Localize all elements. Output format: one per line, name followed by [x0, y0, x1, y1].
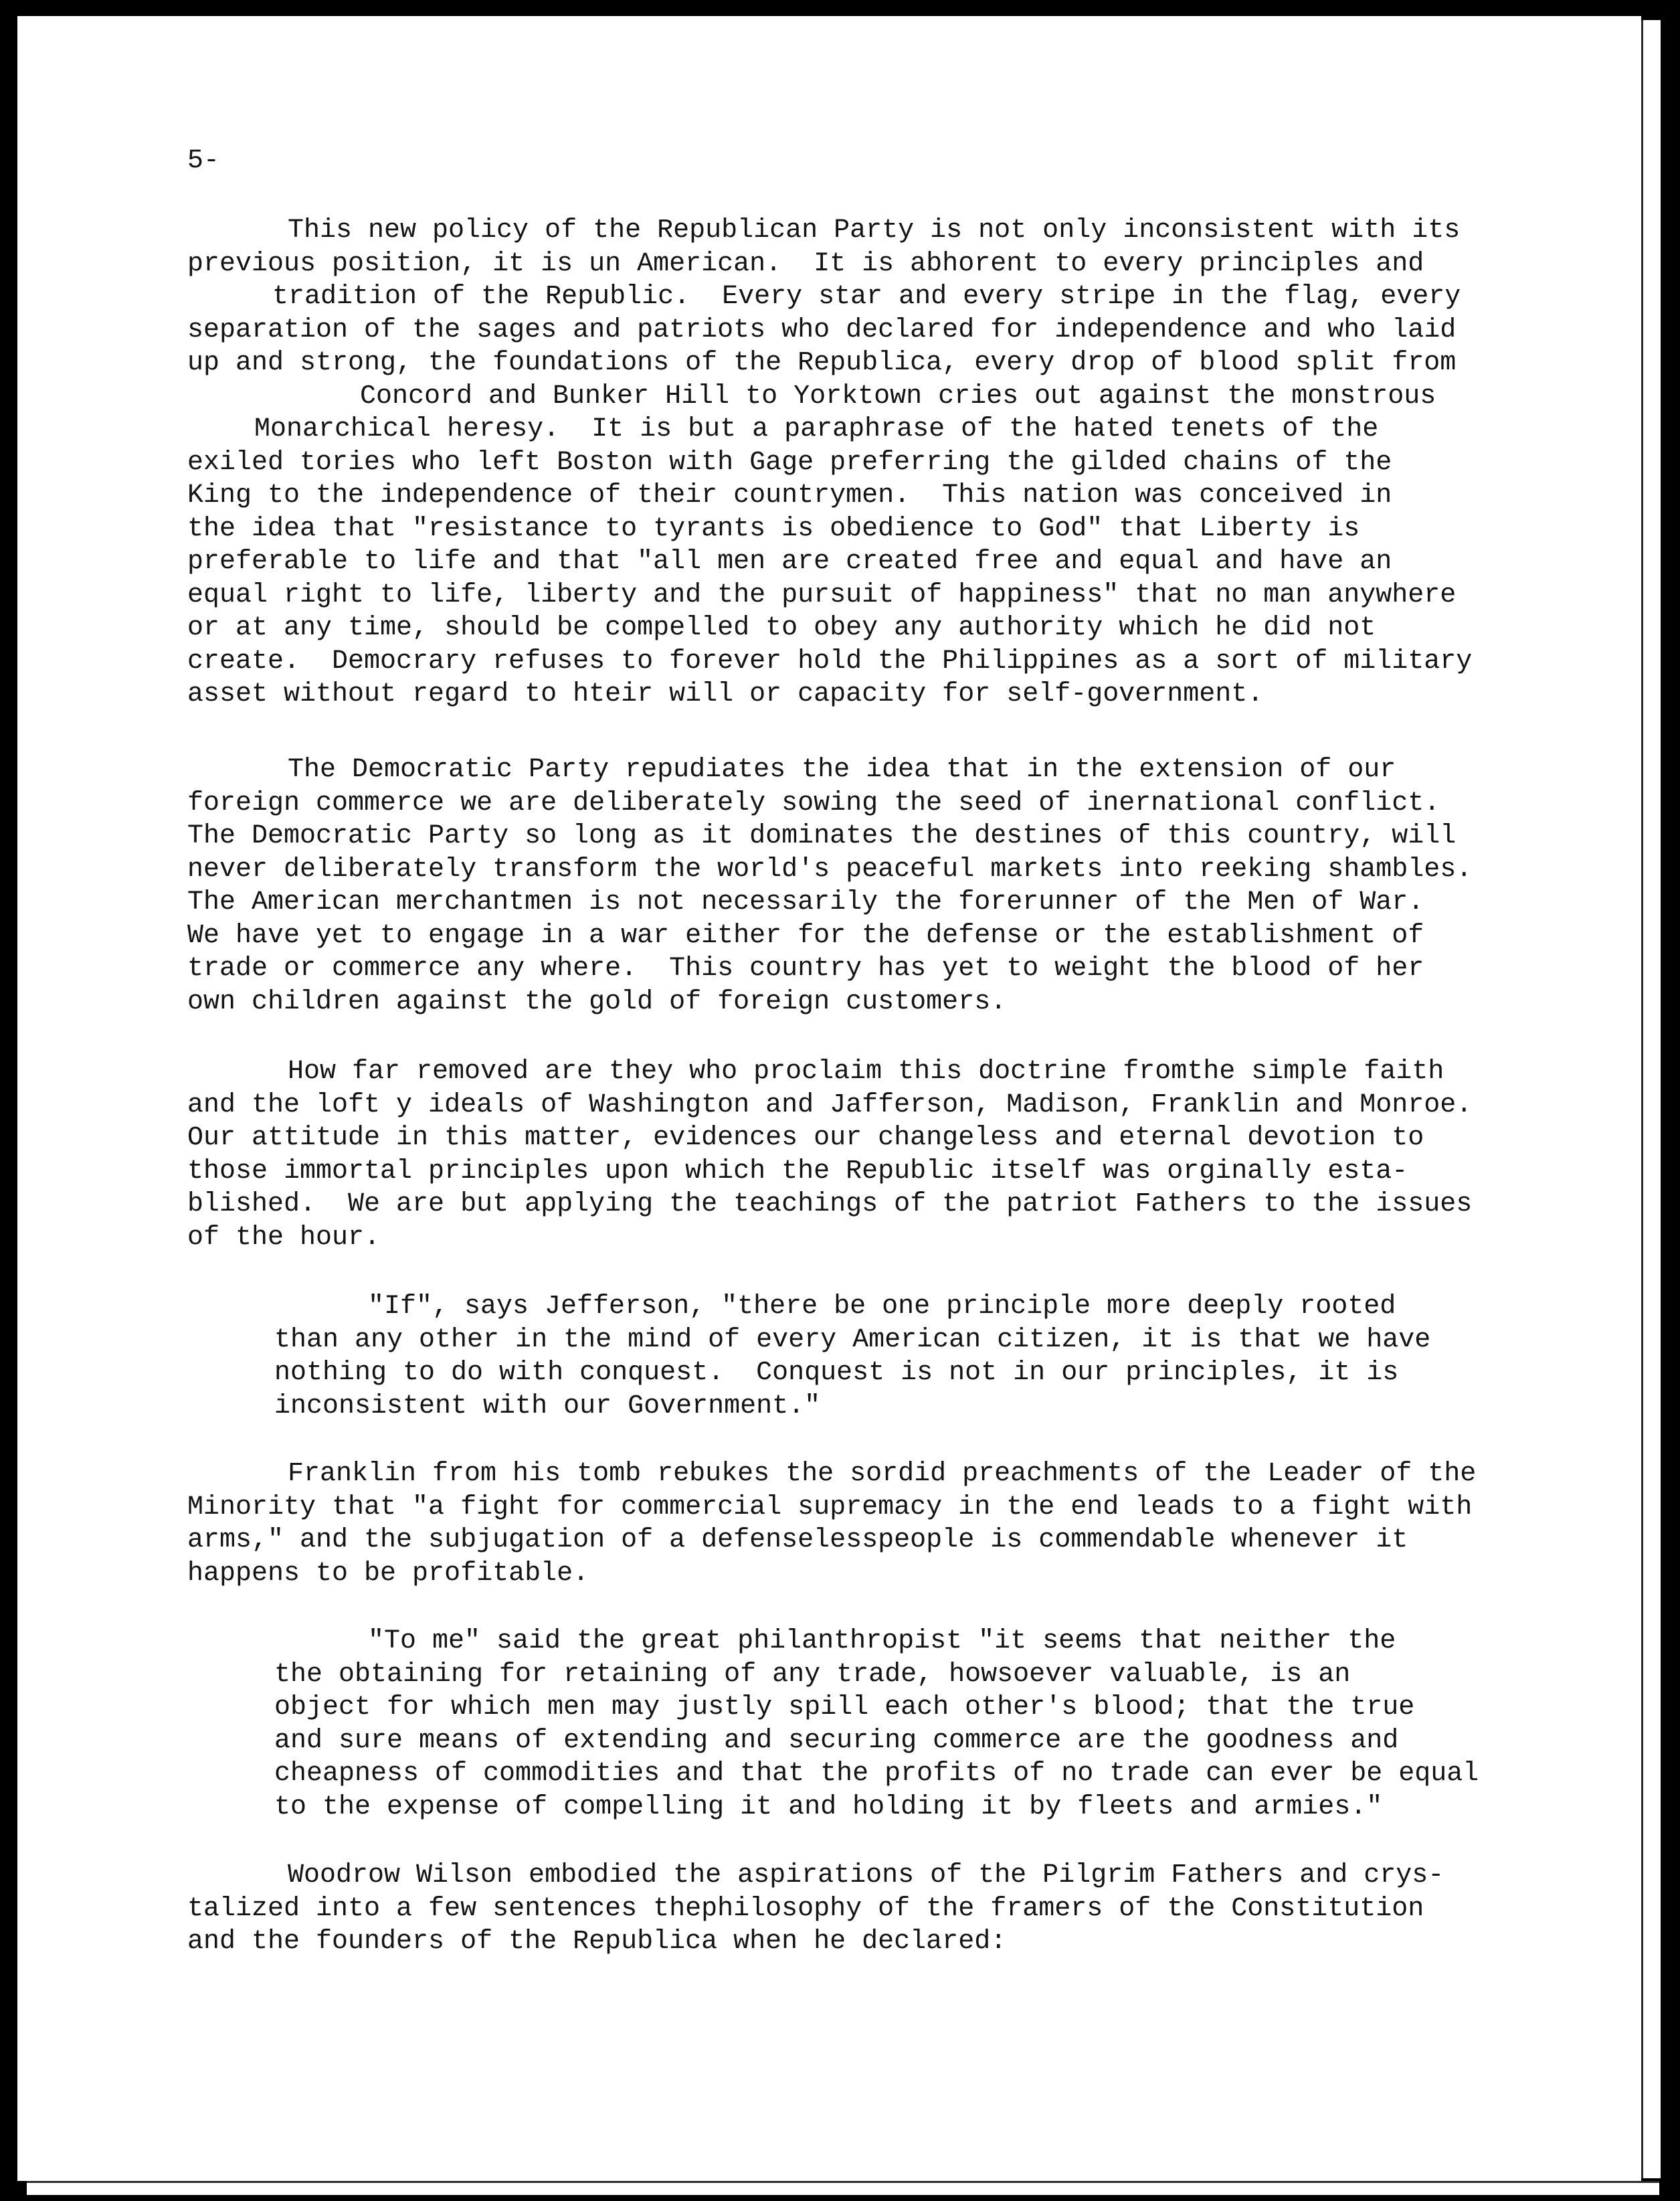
text-line: nothing to do with conquest. Conquest is not in our principles, it is: [274, 1358, 1399, 1388]
text-line: than any other in the mind of every American citizen, it is that we have: [274, 1324, 1431, 1355]
quote-philanthropist: [187, 1625, 1592, 1824]
text-line: and the founders of the Republica when he declared:: [187, 1927, 1007, 1957]
text-line: asset without regard to hteir will or capacity for self-government.: [187, 679, 1264, 709]
text-line: and the loft y ideals of Washington and Jafferson, Madison, Franklin and Monroe.: [187, 1089, 1473, 1120]
paragraph-wilson: [187, 1859, 1592, 1959]
text-line: The Democratic Party so long as it dominates the destines of this country, will: [187, 821, 1457, 851]
text-line: exiled tories who left Boston with Gage preferring the gilded chains of the: [187, 447, 1392, 478]
text-line: separation of the sages and patriots who declared for independence and who laid: [187, 315, 1457, 345]
text-line: inconsistent with our Government.": [274, 1391, 821, 1421]
text-line: Minority that "a fight for commercial supremacy in the end leads to a fight with: [187, 1492, 1473, 1522]
text-line: Monarchical heresy. It is but a paraphrase of the hated tenets of the: [254, 414, 1379, 444]
text-line: The American merchantmen is not necessarily the forerunner of the Men of War.: [187, 887, 1424, 917]
text-line: cheapness of commodities and that the profits of no trade can ever be equal: [274, 1759, 1479, 1789]
text-line: the obtaining for retaining of any trade, howsoever valuable, is an: [274, 1659, 1351, 1690]
paragraph-1: [187, 214, 1592, 711]
text-line: arms," and the subjugation of a defenselesspeople is commendable whenever it: [187, 1525, 1408, 1555]
text-line: tradition of the Republic. Every star and every stripe in the flag, every: [272, 282, 1461, 312]
page-bottom-edge: [27, 2181, 1659, 2195]
text-line: "If", says Jefferson, "there be one principle more deeply rooted: [368, 1292, 1396, 1322]
text-line: equal right to life, liberty and the pursuit of happiness" that no man anywhere: [187, 580, 1457, 610]
page-edge: [1641, 20, 1661, 2178]
quote-jefferson: [187, 1290, 1592, 1423]
page-number: 5-: [187, 146, 220, 176]
text-line: Franklin from his tomb rebukes the sordid preachments of the Leader of the: [288, 1459, 1477, 1489]
text-line: Woodrow Wilson embodied the aspirations of the Pilgrim Fathers and crys-: [288, 1860, 1444, 1890]
text-line: Concord and Bunker Hill to Yorktown cries out against the monstrous: [360, 381, 1436, 412]
text-line: never deliberately transform the world's peaceful markets into reeking shambles.: [187, 854, 1473, 885]
text-line: talized into a few sentences thephilosophy of the framers of the Constitution: [187, 1893, 1424, 1924]
text-line: How far removed are they who proclaim this doctrine fromthe simple faith: [288, 1057, 1444, 1087]
text-line: trade or commerce any where. This country has yet to weight the blood of her: [187, 954, 1424, 984]
text-line: previous position, it is un American. It is abhorent to every principles and: [187, 248, 1424, 279]
text-line: the idea that "resistance to tyrants is obedience to God" that Liberty is: [187, 513, 1360, 544]
text-line: preferable to life and that "all men are created free and equal and have an: [187, 547, 1392, 577]
text-line: foreign commerce we are deliberately sowing the seed of inernational conflict.: [187, 788, 1440, 818]
text-line: This new policy of the Republican Party is not only inconsistent with its: [288, 215, 1461, 246]
text-line: up and strong, the foundations of the Republica, every drop of blood split from: [187, 348, 1457, 378]
text-line: of the hour.: [187, 1222, 381, 1253]
text-line: We have yet to engage in a war either for the defense or the establishment of: [187, 920, 1424, 951]
text-line: The Democratic Party repudiates the idea that in the extension of our: [288, 755, 1396, 785]
text-line: to the expense of compelling it and holding it by fleets and armies.": [274, 1791, 1383, 1822]
text-line: King to the independence of their countrymen. This nation was conceived in: [187, 480, 1392, 511]
text-line: or at any time, should be compelled to obey any authority which he did not: [187, 613, 1376, 643]
paragraph-3: [187, 1055, 1592, 1254]
text-line: and sure means of extending and securing commerce are the goodness and: [274, 1725, 1399, 1756]
text-line: Our attitude in this matter, evidences our changeless and eternal devotion to: [187, 1123, 1424, 1153]
text-line: object for which men may justly spill each other's blood; that the true: [274, 1692, 1415, 1723]
text-line: own children against the gold of foreign customers.: [187, 986, 1007, 1017]
text-line: those immortal principles upon which the Republic itself was orginally esta-: [187, 1156, 1408, 1186]
text-line: happens to be profitable.: [187, 1558, 589, 1589]
paragraph-franklin: [187, 1458, 1592, 1590]
paragraph-2: [187, 754, 1592, 1019]
text-line: "To me" said the great philanthropist "it seems that neither the: [368, 1626, 1396, 1656]
text-line: blished. We are but applying the teachings of the patriot Fathers to the issues: [187, 1189, 1473, 1219]
text-line: create. Democrary refuses to forever hold the Philippines as a sort of military: [187, 646, 1473, 677]
